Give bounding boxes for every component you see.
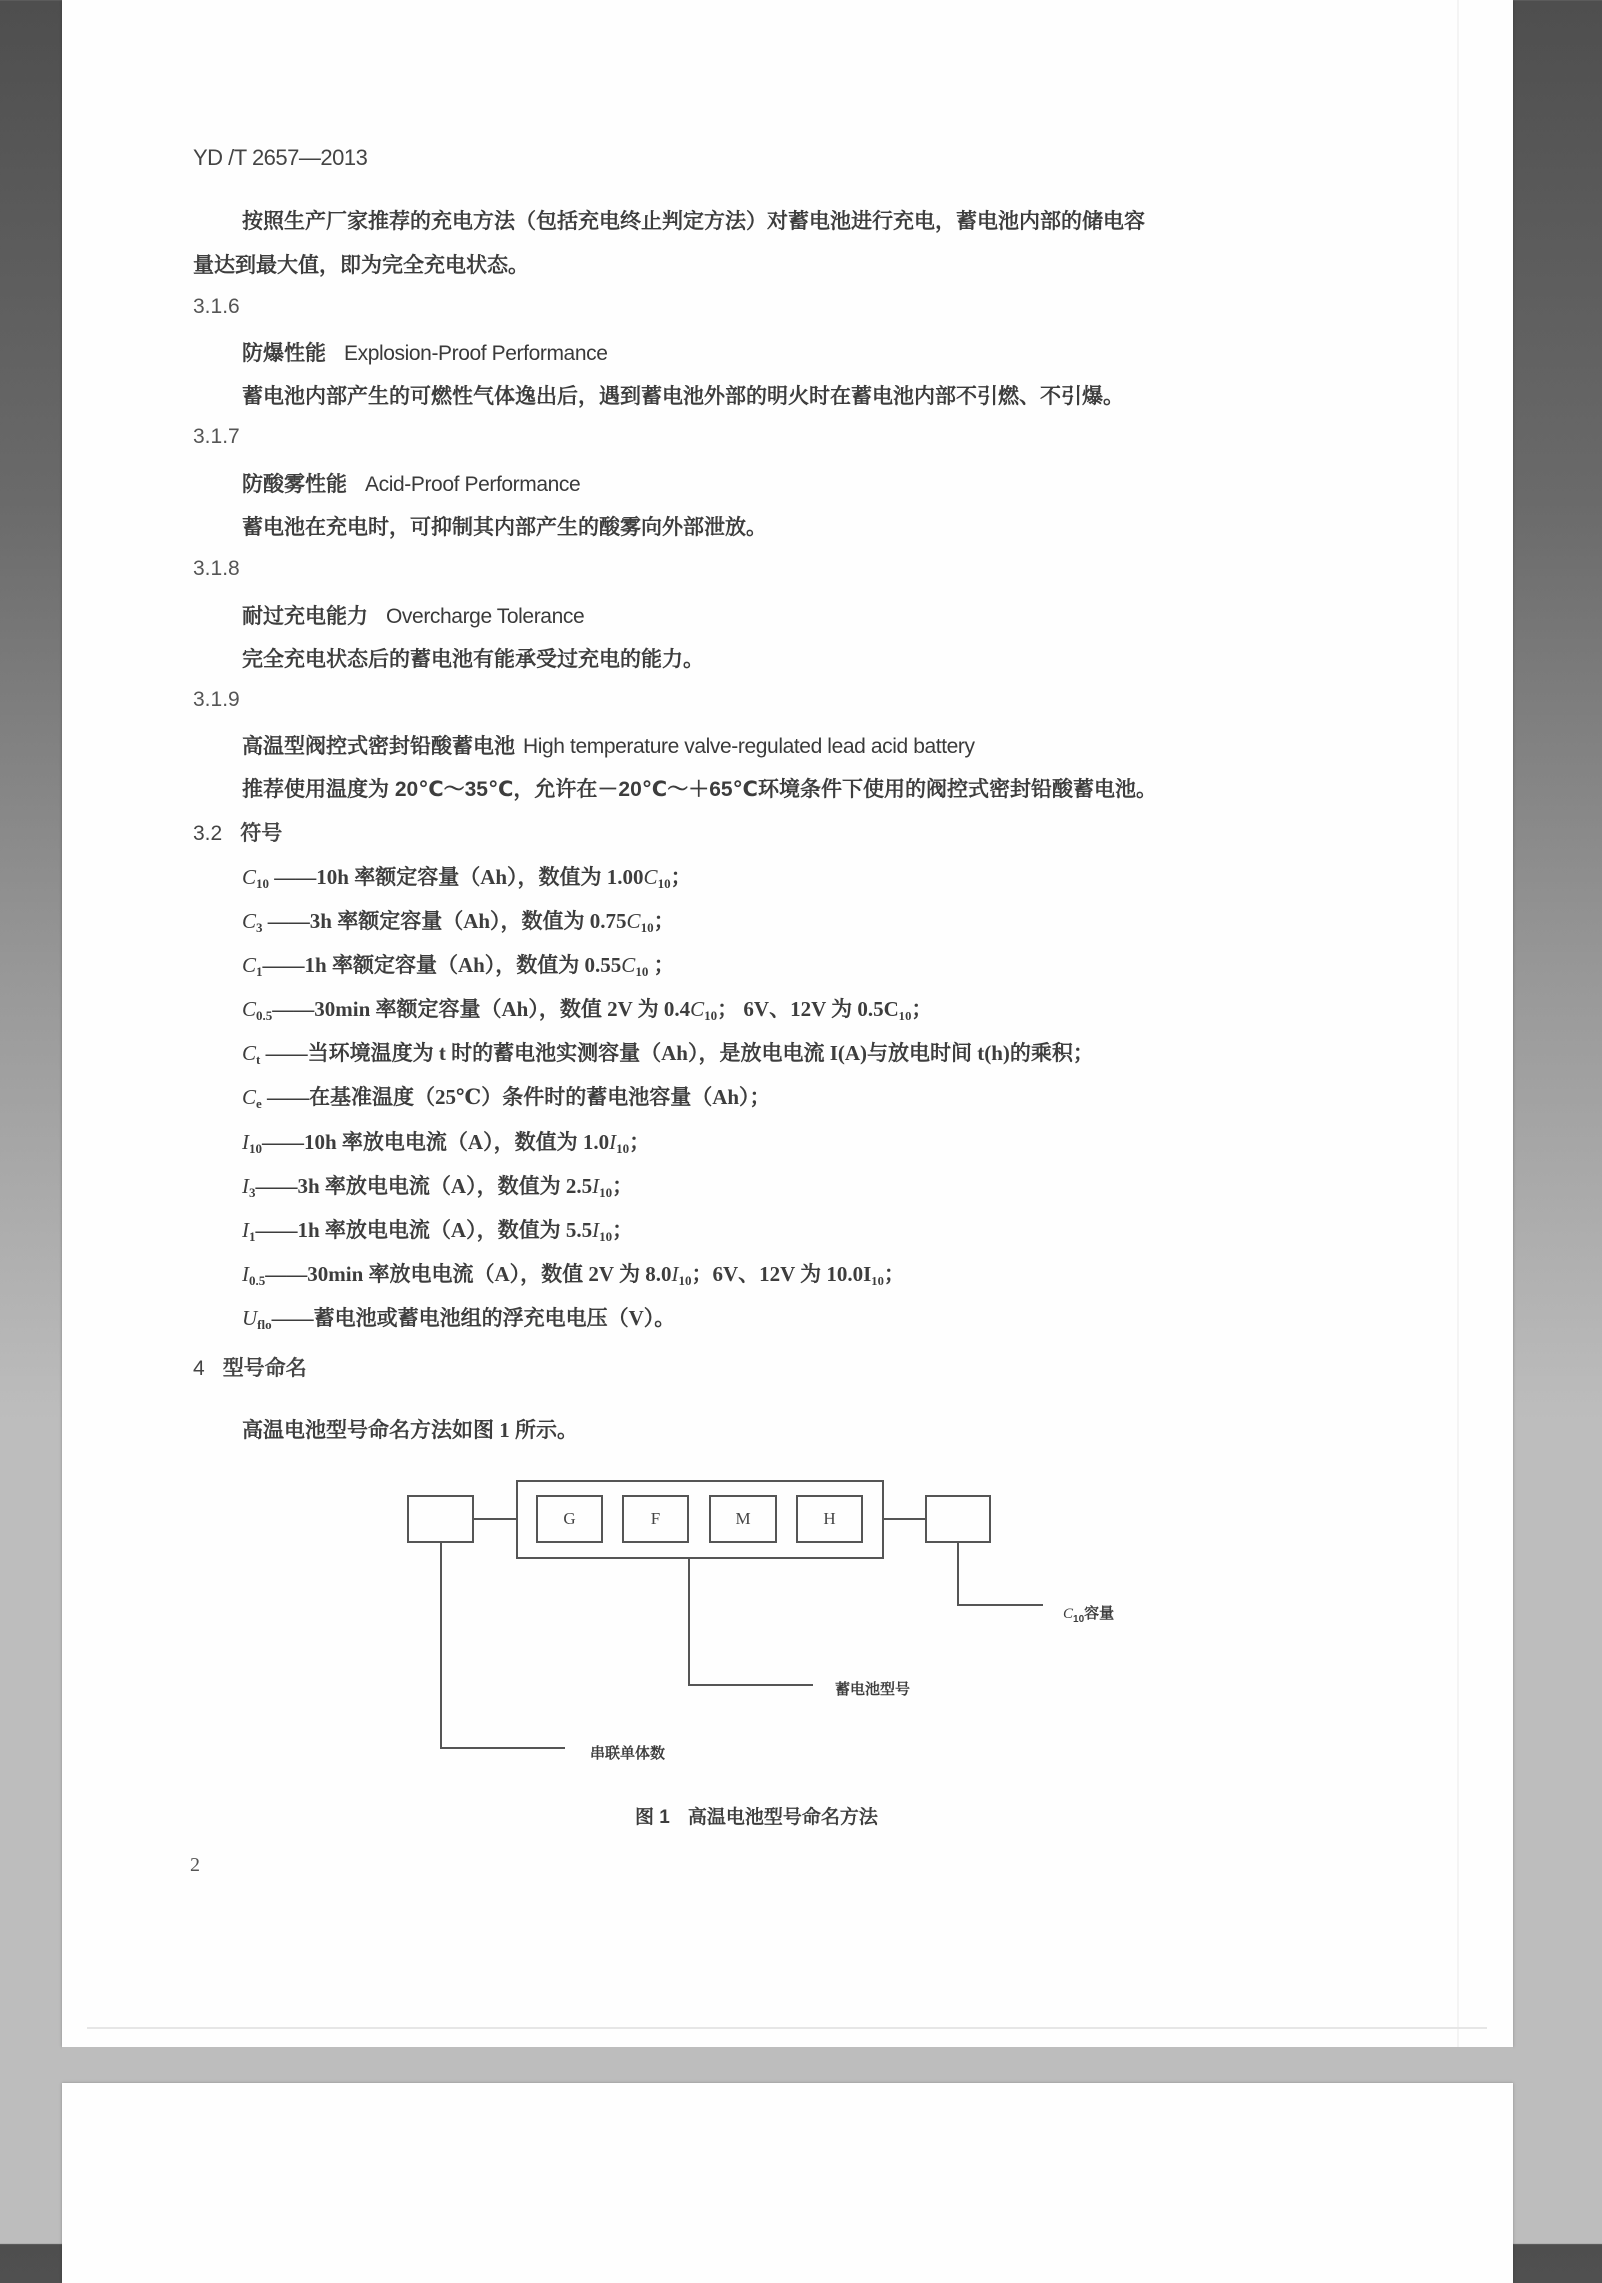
symbol-end: ； (612, 1174, 634, 1198)
section-heading-3-2 (193, 817, 282, 847)
term-title-high-temp-battery (242, 730, 975, 760)
intro-paragraph-line2: 量达到最大值，即为完全充电状态。 (193, 254, 529, 277)
scan-edge-line (1457, 0, 1459, 2047)
term-title-en: Explosion-Proof Performance (344, 342, 608, 365)
symbol-end: ； (629, 1130, 651, 1154)
term-title-overcharge (242, 600, 584, 630)
symbol-description: ——3h 率额定容量（Ah），数值为 0.75 (262, 909, 627, 933)
symbol-item-uflo (242, 1302, 675, 1333)
symbol: C (242, 1041, 257, 1065)
box-letter: M (735, 1509, 751, 1528)
page-gap (62, 2047, 1513, 2083)
symbol-end: ； (648, 953, 675, 977)
symbol-description: ——30min 率额定容量（Ah），数值 2V 为 0.4 (272, 997, 691, 1021)
term-number-3-1-6: 3.1.6 (193, 295, 240, 318)
symbol-ref-subscript: 10 (635, 964, 649, 979)
symbol-description: ——3h 率放电电流（A），数值为 2.5 (255, 1174, 593, 1198)
term-definition: 蓄电池在充电时，可抑制其内部产生的酸雾向外部泄放。 (242, 516, 767, 539)
symbol-item-i1 (242, 1214, 633, 1245)
series-cells-label: 串联单体数 (590, 1745, 666, 1762)
box-letter: F (650, 1509, 661, 1528)
symbol-ref: I (609, 1130, 617, 1154)
symbol-item-ct (242, 1037, 1094, 1068)
leader-line (688, 1559, 690, 1686)
symbol-item-ce (242, 1081, 771, 1112)
symbol-item-i3 (242, 1170, 633, 1201)
symbol-ref: C (643, 865, 658, 889)
symbol-ref: C (621, 953, 636, 977)
symbol-subscript: 3 (256, 920, 263, 935)
symbol-subscript: 0.5 (256, 1008, 273, 1023)
figure-number: 图 1 (635, 1807, 670, 1828)
figure-title: 高温电池型号命名方法 (687, 1807, 878, 1828)
term-title-cn: 防酸雾性能 (242, 473, 347, 496)
symbol-ref-subscript: 10 (678, 1273, 692, 1288)
symbol-ref-subscript: 10 (640, 920, 654, 935)
symbol-ref-subscript: 10 (704, 1008, 718, 1023)
symbol-description: ——蓄电池或蓄电池组的浮充电电压（V）。 (271, 1306, 676, 1330)
term-title-en: Acid-Proof Performance (365, 473, 581, 496)
model-letter-box-f (622, 1495, 689, 1543)
section-title: 符号 (240, 822, 283, 845)
leader-line (957, 1543, 959, 1606)
symbol-item-c3 (242, 905, 675, 936)
box-letter: G (563, 1509, 576, 1528)
leader-line (957, 1604, 1043, 1606)
term-definition: 完全充电状态后的蓄电池有能承受过充电的能力。 (242, 648, 704, 671)
section-title: 型号命名 (222, 1357, 307, 1380)
standard-code-header: YD /T 2657—2013 (193, 145, 368, 170)
symbol-description: ——10h 率放电电流（A），数值为 1.0 (262, 1130, 610, 1154)
model-letter-box-m (709, 1495, 777, 1543)
section-number: 3.2 (193, 822, 223, 845)
symbol-subscript: 0.5 (249, 1273, 266, 1288)
symbol-item-c05 (242, 993, 932, 1024)
symbol-ref: I (592, 1174, 600, 1198)
symbol: C (242, 909, 257, 933)
symbol-subscript: 10 (256, 876, 270, 891)
section-heading-4 (193, 1352, 307, 1382)
symbol-subscript: 1 (249, 1229, 256, 1244)
capacity-symbol: C (1063, 1606, 1074, 1622)
term-title-en: Overcharge Tolerance (386, 605, 585, 628)
symbol: I (242, 1218, 249, 1242)
symbol-end: ； (612, 1218, 634, 1242)
capacity-text: 容量 (1084, 1605, 1115, 1622)
connector-line (474, 1518, 516, 1520)
symbol-ref-subscript: 10 (616, 1141, 630, 1156)
capacity-subscript: 10 (1073, 1614, 1085, 1625)
symbol-ref: C (626, 909, 641, 933)
symbol-subscript: flo (257, 1317, 272, 1332)
document-page-2 (62, 2083, 1513, 2283)
term-number-3-1-9: 3.1.9 (193, 688, 240, 711)
capacity-box (925, 1495, 991, 1543)
symbol-end: ；6V、12V 为 10.0I₁₀； (691, 1262, 905, 1286)
symbol-description: ——1h 率放电电流（A），数值为 5.5 (255, 1218, 593, 1242)
symbol-description: ——当环境温度为 t 时的蓄电池实测容量（Ah），是放电电流 I(A)与放电时间 t(h)的乘积； (260, 1041, 1094, 1065)
term-title-explosion-proof (242, 337, 608, 367)
term-title-en: High temperature valve-regulated lead acid battery (523, 735, 975, 758)
symbol-item-c1 (242, 949, 675, 980)
symbol-subscript: 10 (249, 1141, 262, 1156)
figure-1-caption (635, 1802, 878, 1829)
symbol-ref: I (592, 1218, 600, 1242)
box-letter: H (823, 1509, 836, 1528)
symbol-subscript: 1 (256, 964, 263, 979)
symbol: U (242, 1306, 258, 1330)
symbol-end: ； (653, 909, 675, 933)
intro-paragraph-line1: 按照生产厂家推荐的充电方法（包括充电终止判定方法）对蓄电池进行充电，蓄电池内部的储电容 (242, 210, 1145, 233)
term-number-3-1-7: 3.1.7 (193, 425, 240, 448)
term-title-cn: 高温型阀控式密封铅酸蓄电池 (242, 735, 515, 758)
symbol-description: ——在基准温度（25℃）条件时的蓄电池容量（Ah）； (261, 1085, 771, 1109)
series-cells-box (407, 1495, 474, 1543)
symbol: I (242, 1130, 249, 1154)
symbol: I (242, 1174, 249, 1198)
page-bottom-line (87, 2027, 1487, 2029)
symbol-item-i05 (242, 1258, 905, 1289)
symbol-subscript: t (256, 1052, 261, 1067)
symbol: I (242, 1262, 249, 1286)
term-definition: 蓄电池内部产生的可燃性气体逸出后，遇到蓄电池外部的明火时在蓄电池内部不引燃、不引爆。 (242, 385, 1124, 408)
symbol-description: ——1h 率额定容量（Ah），数值为 0.55 (262, 953, 622, 977)
battery-model-label: 蓄电池型号 (835, 1681, 911, 1698)
symbol: C (242, 953, 257, 977)
page-number: 2 (190, 1854, 200, 1876)
leader-line (688, 1684, 813, 1686)
term-title-acid-proof (242, 468, 580, 498)
leader-line (440, 1543, 442, 1749)
term-definition: 推荐使用温度为 20℃～35℃，允许在－20℃～＋65℃环境条件下使用的阀控式密封铅酸蓄电池。 (242, 778, 1157, 801)
symbol-ref: C (690, 997, 705, 1021)
capacity-label (1063, 1602, 1114, 1625)
term-number-3-1-8: 3.1.8 (193, 557, 240, 580)
term-title-cn: 防爆性能 (242, 342, 326, 365)
document-page-1 (62, 0, 1513, 2047)
symbol: C (242, 1085, 257, 1109)
symbol-item-c10 (242, 861, 692, 892)
symbol-end: ； 6V、12V 为 0.5C₁₀； (717, 997, 933, 1021)
symbol: C (242, 997, 257, 1021)
model-letter-box-g (536, 1495, 603, 1543)
symbol-description: ——30min 率放电电流（A），数值 2V 为 8.0 (265, 1262, 672, 1286)
symbol-ref-subscript: 10 (599, 1185, 613, 1200)
section-number: 4 (193, 1357, 205, 1380)
term-title-cn: 耐过充电能力 (242, 605, 368, 628)
model-letter-box-h (796, 1495, 863, 1543)
connector-line (884, 1518, 925, 1520)
symbol-subscript: e (256, 1096, 262, 1111)
symbol-ref: I (671, 1262, 679, 1286)
symbol-ref-subscript: 10 (657, 876, 671, 891)
leader-line (440, 1747, 565, 1749)
symbol-description: ——10h 率额定容量（Ah），数值为 1.00 (269, 865, 644, 889)
symbol-ref-subscript: 10 (599, 1229, 613, 1244)
symbol-end: ； (670, 865, 692, 889)
symbol: C (242, 865, 257, 889)
section-4-paragraph: 高温电池型号命名方法如图 1 所示。 (242, 1418, 578, 1442)
symbol-item-i10 (242, 1126, 650, 1157)
symbol-subscript: 3 (249, 1185, 256, 1200)
